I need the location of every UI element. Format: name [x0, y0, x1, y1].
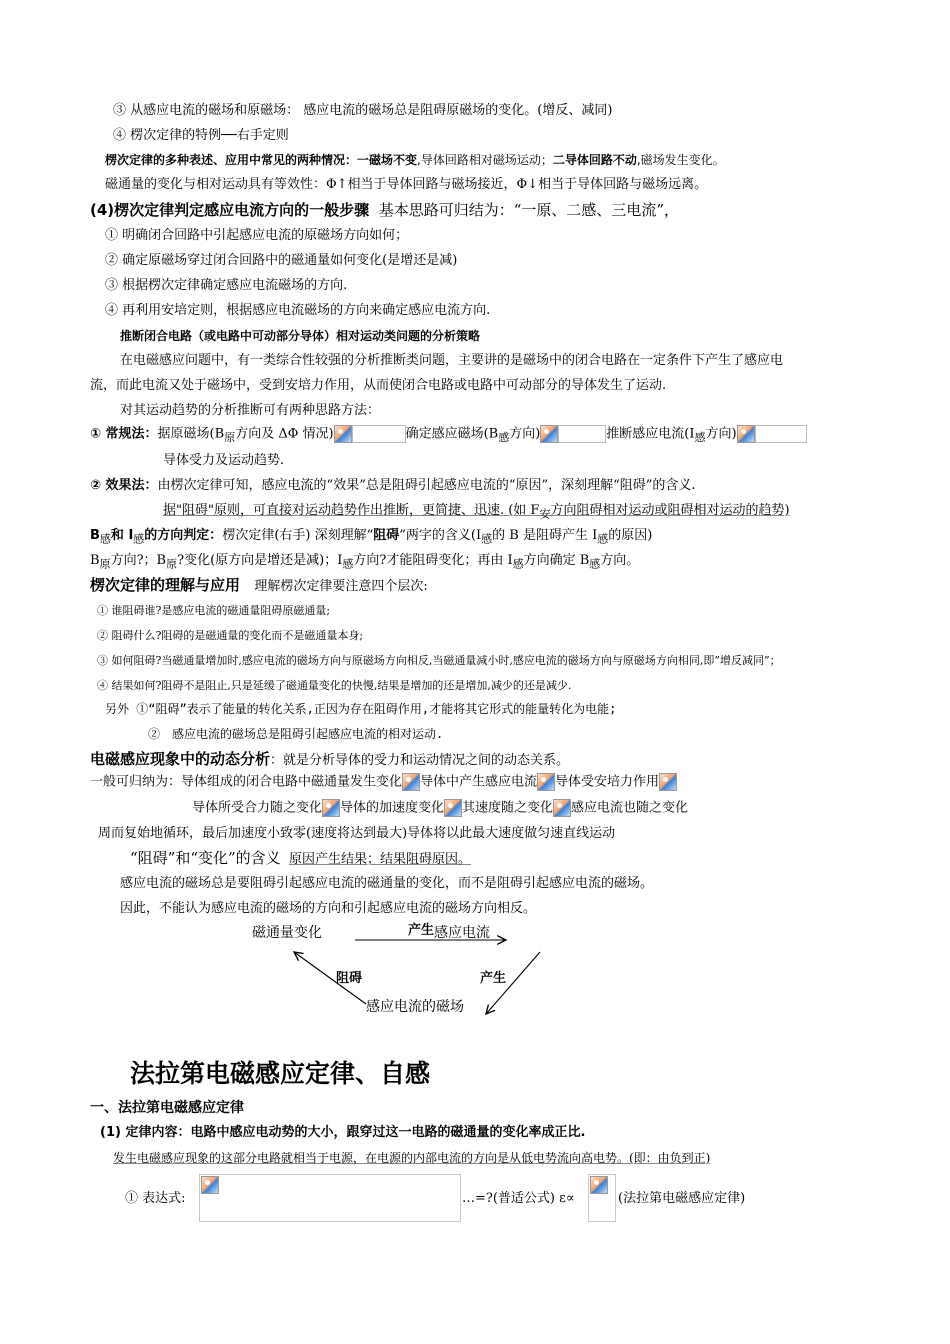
- subscript: 原: [166, 557, 178, 571]
- page-title: 法拉第电磁感应定律、自感: [130, 1059, 431, 1088]
- lenz-cycle-diagram: [240, 918, 560, 1026]
- section-heading: 楞次定律的理解与应用: [90, 576, 241, 594]
- diagram-label-produce: 产生: [408, 923, 435, 938]
- text-line: [100, 1124, 585, 1142]
- law-label: (1) 定律内容: [100, 1125, 178, 1140]
- text-span: 方向): [705, 426, 737, 442]
- text-line: ④ 再利用安培定则，根据感应电流磁场的方向来确定感应电流方向.: [105, 303, 491, 318]
- text-span: 方向阻碍相对运动或阻碍相对运动的趋势): [550, 503, 790, 518]
- subheading: 推断闭合电路（或电路中可动部分导体）相对运动类问题的分析策略: [120, 329, 481, 343]
- text-line: [90, 425, 807, 447]
- text-line: ① 谁阻碍谁?是感应电流的磁通量阻碍原磁通量;: [97, 604, 331, 617]
- method-label: ② 效果法：: [90, 478, 158, 493]
- text-span: 导体所受合力随之变化: [192, 800, 323, 816]
- bold-span: 阻碍: [373, 528, 400, 543]
- diagram-label-hinder: 阻碍: [336, 971, 363, 986]
- subscript: 安: [539, 507, 551, 521]
- text-span: ：就是分析导体的受力和运动情况之间的动态关系。: [270, 753, 570, 768]
- diagram-node-field: 感应电流的磁场: [366, 999, 464, 1015]
- text-line: [130, 849, 471, 869]
- text-span: 其速度随之变化: [462, 800, 554, 816]
- subscript: 感: [589, 557, 601, 571]
- text-span: 方向?；B: [110, 553, 167, 568]
- text-line: 在电磁感应问题中，有一类综合性较强的分析推断类问题，主要讲的是磁场中的闭合电路在一定条件下产生了感应电: [120, 353, 784, 368]
- text-line: 感应电流的磁场总是要阻碍引起感应电流的磁通量的变化，而不是阻碍引起感应电流的磁场。: [120, 876, 654, 891]
- text-line: (法拉第电磁感应定律): [618, 1191, 746, 1206]
- text-span: ”两字的含义(I: [399, 528, 482, 543]
- text-line: [90, 477, 696, 495]
- subscript: 感: [133, 532, 145, 546]
- text-span: 的 B 是阻碍产生 I: [492, 528, 598, 543]
- text-line: ② 感应电流的磁场总是阻碍引起感应电流的相对运动.: [148, 727, 444, 741]
- text-span: 方向及 ΔΦ 情况): [235, 426, 334, 442]
- text-span: ?变化(原方向是增还是减)；I: [177, 553, 343, 568]
- image-placeholder: [755, 425, 807, 443]
- text-line: ④ 楞次定律的特例──右手定则: [113, 128, 289, 143]
- text-line: ③ 根据楞次定律确定感应电流磁场的方向.: [105, 278, 348, 293]
- text-span: 的原因): [608, 528, 653, 543]
- subscript: 感: [597, 532, 609, 546]
- text-line: [90, 527, 652, 549]
- broken-image-icon: [402, 773, 420, 791]
- formula-image-frame: [199, 1174, 461, 1222]
- broken-image-icon: [540, 425, 558, 443]
- subscript: 感: [512, 557, 524, 571]
- broken-image-icon: [444, 799, 462, 817]
- method-label: ① 常规法：: [90, 426, 158, 442]
- text-span: B: [90, 553, 100, 568]
- text-span: 方向。: [600, 553, 640, 568]
- text-line: 发生电磁感应现象的这部分电路就相当于电源，在电源的内部电流的方向是从低电势流向高电势。(即：由负到正): [113, 1151, 711, 1165]
- broken-image-icon: [590, 1176, 608, 1194]
- subscript: 原: [224, 431, 236, 445]
- subscript: 感: [481, 532, 493, 546]
- text-span: 方向确定 B: [523, 553, 590, 568]
- text-span: 方向?才能阻碍变化；再由 I: [353, 553, 513, 568]
- text-span: 由楞次定律可知，感应电流的“效果”总是阻碍引起感应电流的“原因”，深刻理解“阻碍”的含义.: [157, 478, 696, 493]
- text-line: ② 确定原磁场穿过闭合回路中的磁通量如何变化(是增还是减): [105, 253, 458, 268]
- broken-image-icon: [737, 425, 755, 443]
- text-span: “阻碍”和“变化”的含义: [130, 849, 281, 867]
- broken-image-icon: [334, 425, 352, 443]
- text-span: 原因产生结果；结果阻碍原因。: [288, 852, 471, 867]
- text-line: [90, 750, 569, 770]
- text-span: 导体的加速度变化: [340, 800, 445, 816]
- text-line: [105, 151, 725, 169]
- text-line: ④ 结果如何?阻碍不是阻止,只是延缓了磁通量变化的快慢,结果是增加的还是增加,减少的还是减少.: [97, 679, 572, 692]
- text-span: 理解楞次定律要注意四个层次:: [254, 579, 428, 594]
- broken-image-icon: [322, 799, 340, 817]
- bold-phrase: 二导体回路不动: [552, 153, 637, 167]
- text-span: 据原磁场(B: [157, 426, 225, 442]
- text-line: [90, 773, 677, 792]
- text-span: 导体中产生感应电流: [420, 774, 538, 790]
- subscript: 原: [99, 557, 111, 571]
- broken-image-icon: [659, 773, 677, 791]
- text-line: 周而复始地循环，最后加速度小致零(速度将达到最大)导体将以此最大速度做匀速直线运动: [98, 826, 616, 841]
- bold-span: 的方向判定：: [144, 528, 223, 543]
- text-line: ③ 如何阻碍?当磁通量增加时,感应电流的磁场方向与原磁场方向相反,当磁通量减小时,感应电流的磁场方向与原磁场方向相同,即”增反减同”；: [97, 654, 781, 667]
- text-span: 方向): [509, 426, 541, 442]
- text-line: [90, 576, 428, 596]
- text-span: ,磁场发生变化。: [636, 153, 725, 167]
- text-line: ① 明确闭合回路中引起感应电流的原磁场方向如何；: [105, 228, 409, 243]
- text-line: 因此，不能认为感应电流的磁场的方向和引起感应电流的磁场方向相反。: [120, 901, 537, 916]
- text-line: 对其运动趋势的分析推断可有两种思路方法：: [120, 403, 381, 418]
- image-placeholder: [558, 425, 606, 443]
- text-line: 磁通量的变化与相对运动具有等效性：Φ↑相当于导体回路与磁场接近，Φ↓相当于导体回路与磁场远离。: [105, 177, 708, 192]
- section-heading: 一、法拉第电磁感应定律: [90, 1100, 244, 1116]
- text-span: 据"阻碍"原则，可直接对运动趋势作出推断，更简捷、迅速. (如 F: [163, 503, 540, 518]
- expression-label: ① 表达式:: [125, 1191, 186, 1206]
- formula-image-frame: [588, 1174, 616, 1222]
- text-span: 一般可归纳为：导体组成的闭合电路中磁通量发生变化: [90, 774, 403, 790]
- broken-image-icon: [537, 773, 555, 791]
- bold-phrase: 楞次定律的多种表述、应用中常见的两种情况：一磁场不变: [105, 153, 418, 167]
- diagram-node-flux: 磁通量变化: [252, 925, 322, 941]
- subscript: 感: [342, 557, 354, 571]
- text-span: ,导体回路相对磁场运动；: [417, 153, 553, 167]
- text-line: ③ 从感应电流的磁场和原磁场： 感应电流的磁场总是阻碍原磁场的变化。(增反、减同): [113, 103, 613, 118]
- bold-span: B: [90, 528, 100, 543]
- text-span: 基本思路可归结为：“一原、二感、三电流”，: [378, 201, 680, 219]
- subscript: 感: [498, 431, 510, 445]
- text-line: 流，而此电流又处于磁场中，受到安培力作用，从而使闭合电路或电路中可动部分的导体发生了运动.: [90, 378, 667, 393]
- broken-image-icon: [553, 799, 571, 817]
- text-line: [90, 552, 639, 574]
- text-span: 确定感应磁场(B: [405, 426, 499, 442]
- text-span: 推断感应电流(I: [606, 426, 695, 442]
- text-line: 另外 ①“阻碍”表示了能量的转化关系,正因为存在阻碍作用,才能将其它形式的能量转化为电能;: [105, 702, 617, 716]
- text-line: [163, 502, 790, 524]
- text-line: [192, 799, 688, 818]
- diagram-node-current: 感应电流: [434, 925, 490, 941]
- diagram-label-produce: 产生: [480, 971, 507, 986]
- subscript: 感: [694, 431, 706, 445]
- image-placeholder: [352, 425, 406, 443]
- broken-image-icon: [201, 1176, 219, 1194]
- text-span: 楞次定律(右手) 深刻理解“: [222, 528, 374, 543]
- text-span: 导体受安培力作用: [555, 774, 660, 790]
- bold-span: 和 I: [110, 528, 134, 543]
- text-line: [90, 201, 679, 219]
- law-text: ：电路中感应电动势的大小，跟穿过这一电路的磁通量的变化率成正比.: [177, 1125, 586, 1140]
- section-heading: (4)楞次定律判定感应电流方向的一般步骤: [90, 201, 370, 219]
- text-line: 导体受力及运动趋势.: [163, 453, 285, 468]
- text-line: ② 阻碍什么?阻碍的是磁通量的变化而不是磁通量本身;: [97, 629, 364, 642]
- text-line: …=?(普适公式) ε∝: [462, 1191, 575, 1206]
- subscript: 感: [99, 532, 111, 546]
- section-heading: 电磁感应现象中的动态分析: [90, 750, 271, 768]
- text-span: 感应电流也随之变化: [571, 800, 689, 816]
